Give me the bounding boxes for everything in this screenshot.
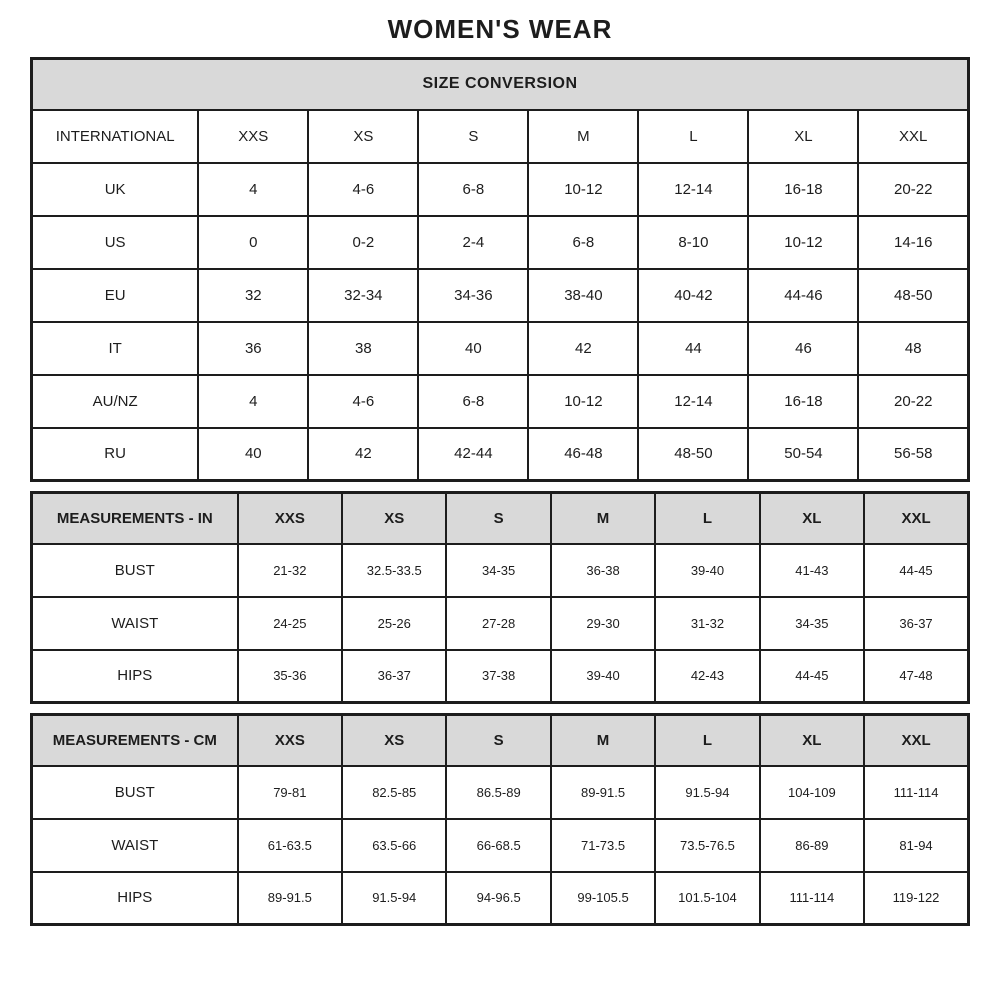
column-header: L [655, 493, 759, 544]
table-cell: 48-50 [858, 269, 968, 322]
column-header: L [655, 715, 759, 766]
table-cell: 104-109 [760, 766, 864, 819]
table-row [32, 216, 969, 269]
table-cell: 56-58 [858, 428, 968, 481]
table-cell: 24-25 [238, 597, 342, 650]
row-label: WAIST [32, 597, 238, 650]
table-cell: 44 [638, 322, 748, 375]
row-label: WAIST [32, 819, 238, 872]
table-cell: 42 [528, 322, 638, 375]
page-title: WOMEN'S WEAR [387, 14, 613, 44]
table-row [32, 819, 969, 872]
column-header: M [551, 493, 655, 544]
table-cell: 34-36 [418, 269, 528, 322]
column-header: S [446, 493, 550, 544]
table-cell: 32-34 [308, 269, 418, 322]
table-cell: 20-22 [858, 163, 968, 216]
table-cell: 71-73.5 [551, 819, 655, 872]
header-label-cell: MEASUREMENTS - CM [32, 715, 238, 766]
table-cell: 37-38 [446, 650, 550, 703]
table-cell: 39-40 [551, 650, 655, 703]
column-header: XL [760, 493, 864, 544]
column-header: S [418, 110, 528, 163]
column-header: XL [760, 715, 864, 766]
table-cell: 4 [198, 163, 308, 216]
table-cell: 101.5-104 [655, 872, 759, 925]
table-cell: 44-46 [748, 269, 858, 322]
table-cell: 16-18 [748, 163, 858, 216]
table-cell: 12-14 [638, 375, 748, 428]
table-cell: 111-114 [864, 766, 968, 819]
table-cell: 99-105.5 [551, 872, 655, 925]
table-cell: 34-35 [760, 597, 864, 650]
table-cell: 4 [198, 375, 308, 428]
table-cell: 21-32 [238, 544, 342, 597]
table-cell: 2-4 [418, 216, 528, 269]
table-cell: 44-45 [760, 650, 864, 703]
row-label: RU [32, 428, 199, 481]
table-cell: 36 [198, 322, 308, 375]
table-cell: 40 [418, 322, 528, 375]
column-header: XS [308, 110, 418, 163]
table-row [32, 872, 969, 925]
table-title-row [32, 59, 969, 110]
header-label-cell: MEASUREMENTS - IN [32, 493, 238, 544]
row-label: HIPS [32, 650, 238, 703]
column-header: XXL [864, 493, 968, 544]
column-header-row [32, 110, 969, 163]
table-cell: 40 [198, 428, 308, 481]
header-label-cell: INTERNATIONAL [32, 110, 199, 163]
table-cell: 27-28 [446, 597, 550, 650]
table-cell: 20-22 [858, 375, 968, 428]
row-label: BUST [32, 766, 238, 819]
table-cell: 111-114 [760, 872, 864, 925]
row-label: EU [32, 269, 199, 322]
table-cell: 6-8 [528, 216, 638, 269]
row-label: US [32, 216, 199, 269]
table-row [32, 163, 969, 216]
row-label: BUST [32, 544, 238, 597]
table-cell: 38 [308, 322, 418, 375]
table-row [32, 650, 969, 703]
column-header: XXS [238, 715, 342, 766]
table-cell: 32 [198, 269, 308, 322]
measurements-cm-table [30, 713, 970, 926]
column-header-row [32, 715, 969, 766]
table-cell: 38-40 [528, 269, 638, 322]
table-cell: 25-26 [342, 597, 446, 650]
table-cell: 35-36 [238, 650, 342, 703]
table-cell: 48 [858, 322, 968, 375]
table-cell: 46 [748, 322, 858, 375]
table-cell: 39-40 [655, 544, 759, 597]
table-cell: 94-96.5 [446, 872, 550, 925]
table-cell: 0-2 [308, 216, 418, 269]
table-row [32, 322, 969, 375]
table-cell: 8-10 [638, 216, 748, 269]
size-conversion-table [30, 57, 970, 482]
table-cell: 63.5-66 [342, 819, 446, 872]
column-header: M [551, 715, 655, 766]
table-cell: 34-35 [446, 544, 550, 597]
table-cell: 86.5-89 [446, 766, 550, 819]
table-cell: 79-81 [238, 766, 342, 819]
table-cell: 44-45 [864, 544, 968, 597]
table-cell: 46-48 [528, 428, 638, 481]
table-row [32, 544, 969, 597]
table-cell: 36-38 [551, 544, 655, 597]
table-cell: 89-91.5 [551, 766, 655, 819]
table-cell: 81-94 [864, 819, 968, 872]
table-cell: 12-14 [638, 163, 748, 216]
table-cell: 10-12 [528, 375, 638, 428]
table-cell: 4-6 [308, 163, 418, 216]
column-header: L [638, 110, 748, 163]
table-cell: 66-68.5 [446, 819, 550, 872]
table-cell: 6-8 [418, 163, 528, 216]
table-row [32, 766, 969, 819]
table-cell: 86-89 [760, 819, 864, 872]
table-cell: 42-43 [655, 650, 759, 703]
table-cell: 36-37 [342, 650, 446, 703]
table-cell: 14-16 [858, 216, 968, 269]
table-cell: 10-12 [748, 216, 858, 269]
measurements-in-table [30, 491, 970, 704]
table-cell: 4-6 [308, 375, 418, 428]
table-cell: 36-37 [864, 597, 968, 650]
table-cell: 6-8 [418, 375, 528, 428]
table-cell: 16-18 [748, 375, 858, 428]
table-cell: 40-42 [638, 269, 748, 322]
table-cell: 42 [308, 428, 418, 481]
table-cell: 47-48 [864, 650, 968, 703]
table-cell: 10-12 [528, 163, 638, 216]
table-row [32, 597, 969, 650]
column-header: XS [342, 493, 446, 544]
column-header: S [446, 715, 550, 766]
row-label: UK [32, 163, 199, 216]
table-row [32, 428, 969, 481]
table-cell: 29-30 [551, 597, 655, 650]
table-cell: 89-91.5 [238, 872, 342, 925]
table-cell: 119-122 [864, 872, 968, 925]
column-header: XXS [198, 110, 308, 163]
table-cell: 82.5-85 [342, 766, 446, 819]
row-label: HIPS [32, 872, 238, 925]
table-row [32, 269, 969, 322]
table-cell: 32.5-33.5 [342, 544, 446, 597]
table-cell: 50-54 [748, 428, 858, 481]
column-header: XXL [858, 110, 968, 163]
row-label: AU/NZ [32, 375, 199, 428]
table-row [32, 375, 969, 428]
column-header: XS [342, 715, 446, 766]
table-cell: 73.5-76.5 [655, 819, 759, 872]
table-cell: 41-43 [760, 544, 864, 597]
table-cell: 0 [198, 216, 308, 269]
table-cell: 91.5-94 [655, 766, 759, 819]
column-header-row [32, 493, 969, 544]
column-header: M [528, 110, 638, 163]
table-cell: 31-32 [655, 597, 759, 650]
table-cell: 48-50 [638, 428, 748, 481]
row-label: IT [32, 322, 199, 375]
table-cell: 91.5-94 [342, 872, 446, 925]
table-cell: 42-44 [418, 428, 528, 481]
column-header: XL [748, 110, 858, 163]
column-header: XXL [864, 715, 968, 766]
table-title: SIZE CONVERSION [32, 59, 969, 110]
column-header: XXS [238, 493, 342, 544]
table-cell: 61-63.5 [238, 819, 342, 872]
